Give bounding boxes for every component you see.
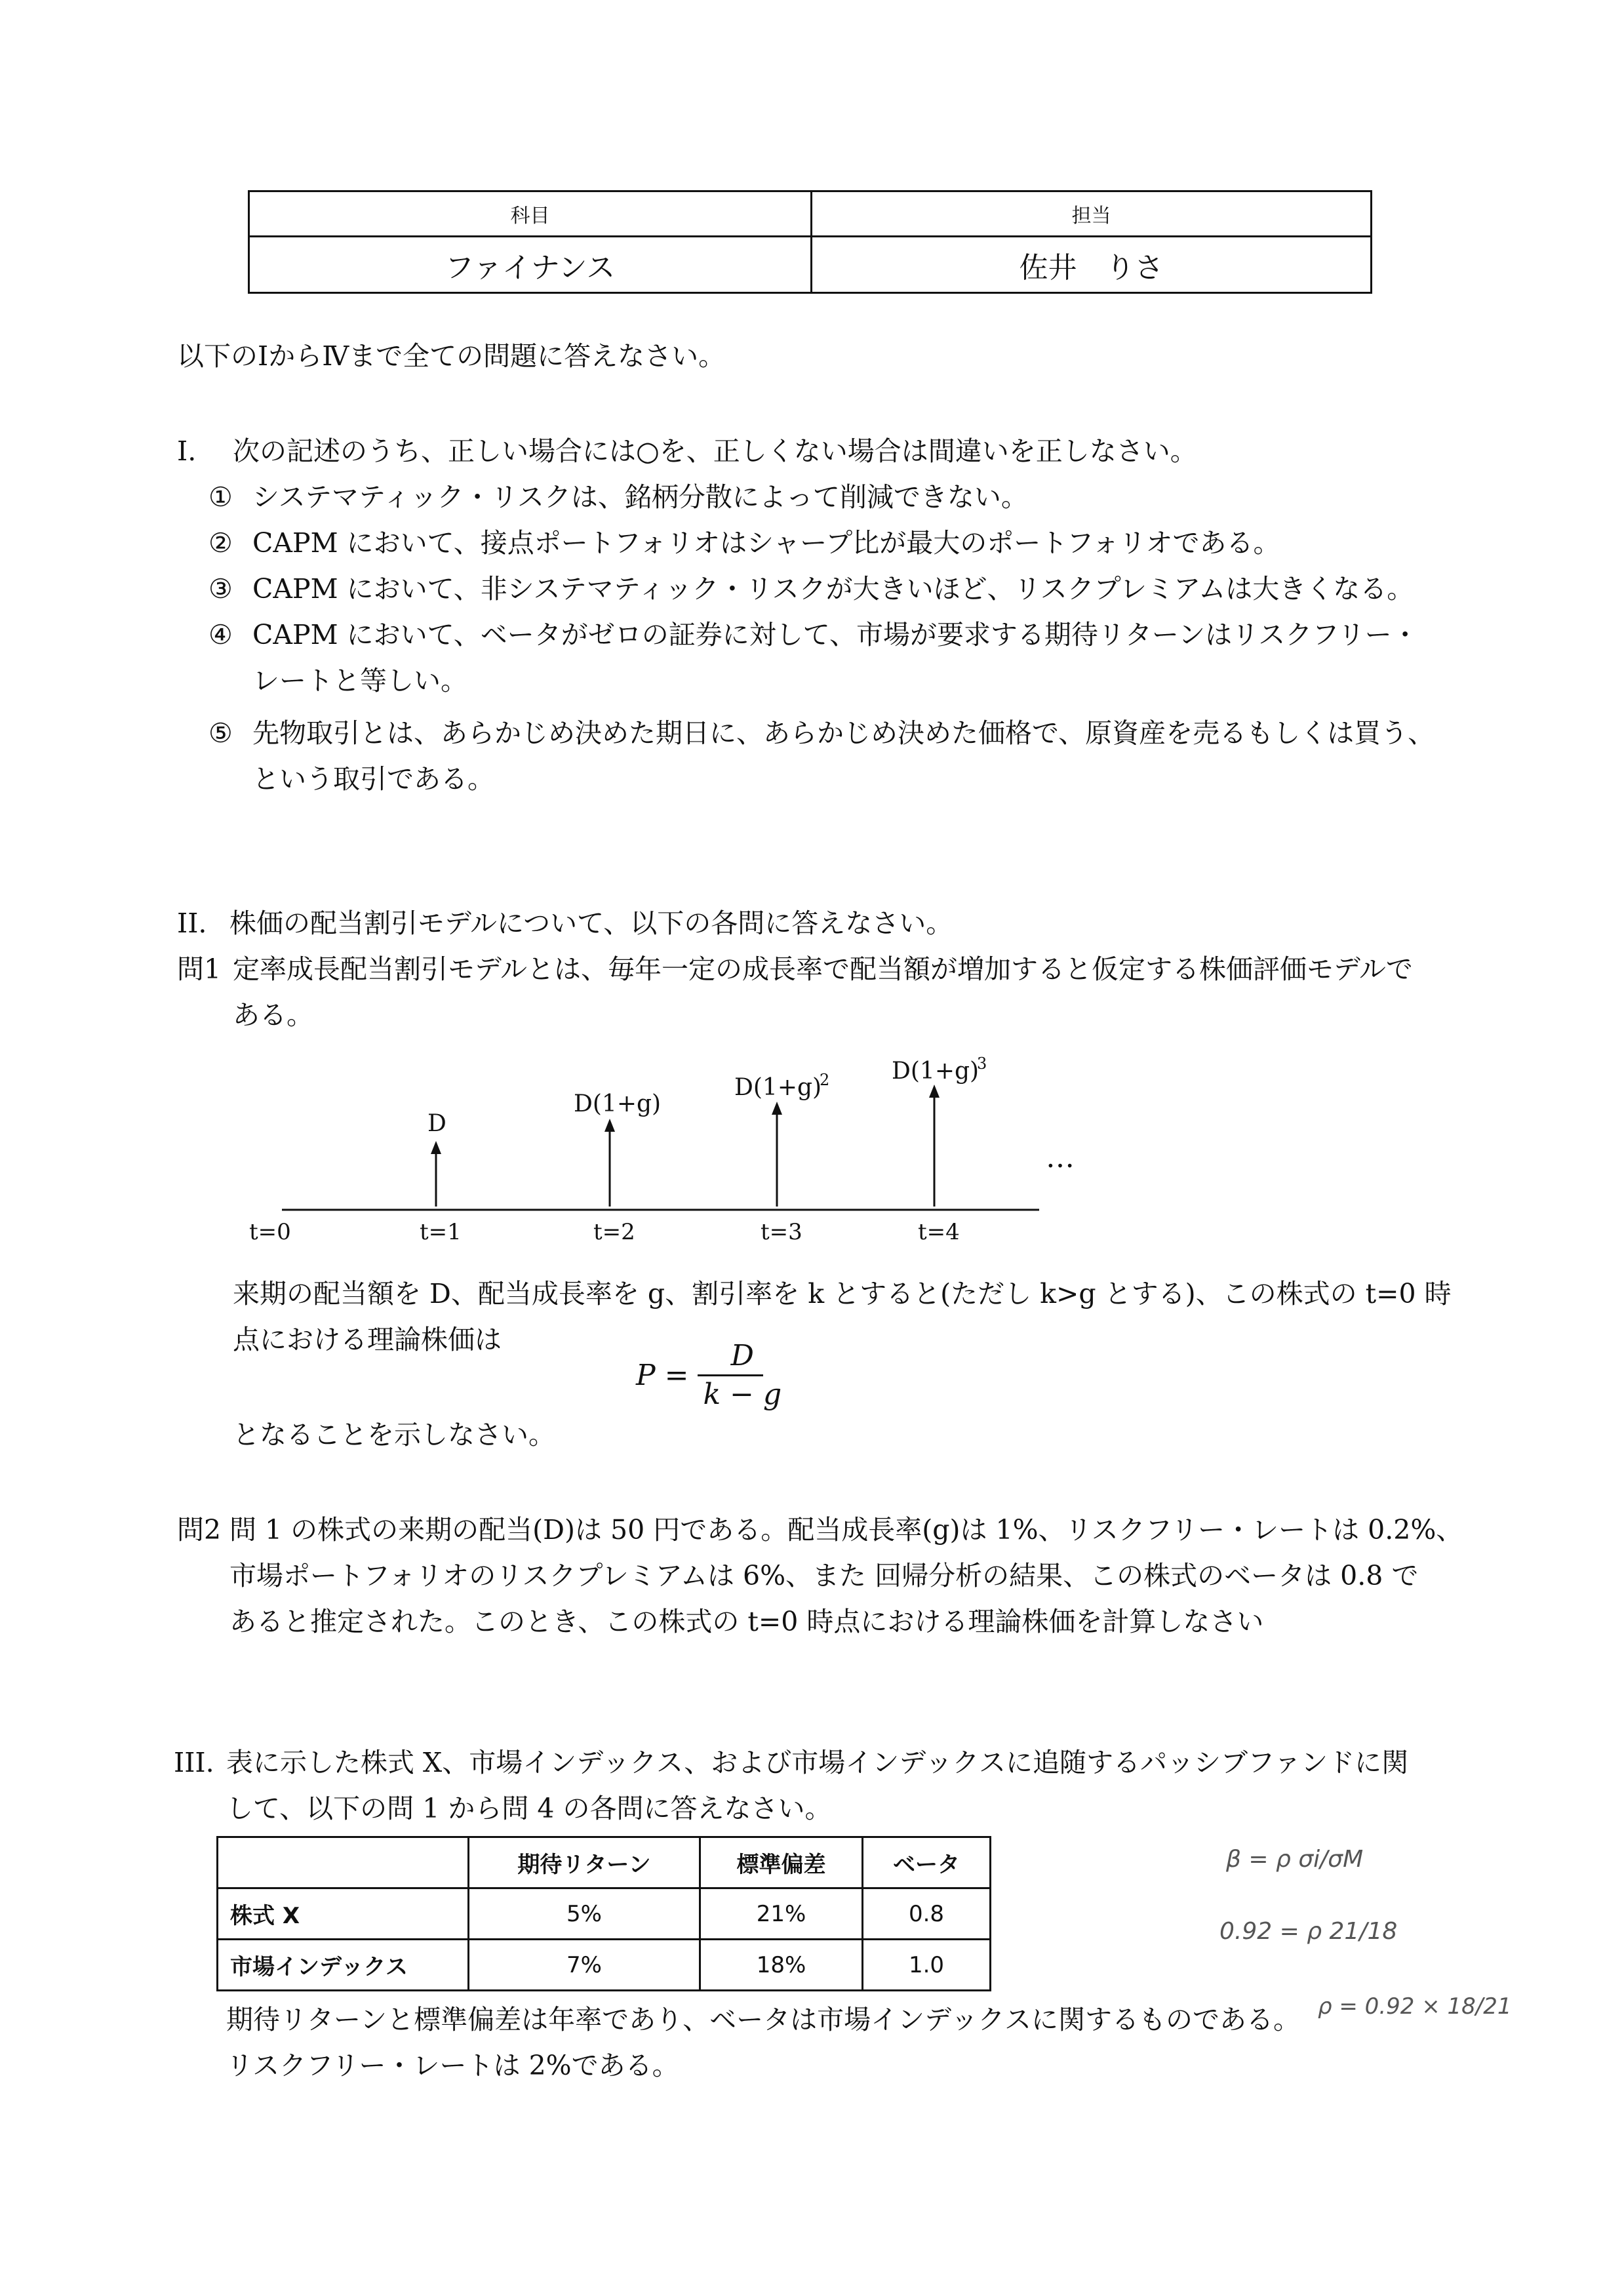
table-cell: 5% (469, 1888, 700, 1940)
formula-numerator: D (730, 1339, 754, 1372)
instructions: 以下のⅠからⅣまで全ての問題に答えなさい。 (177, 340, 726, 372)
dividend-exponent: 2 (820, 1071, 830, 1089)
section1-item-mark: ② (208, 527, 233, 559)
section1-item-text-continued: レートと等しい。 (252, 665, 467, 696)
q2-text-continued: あると推定された。このとき、この株式の t=0 時点における理論株価を計算しなさい (229, 1606, 1264, 1637)
formula-fraction (698, 1338, 787, 1413)
tick-label: t=4 (918, 1219, 960, 1245)
dividend-exponent: 3 (977, 1054, 987, 1073)
section1-item-mark: ③ (208, 573, 233, 605)
table-header-cell: 期待リターン (469, 1837, 700, 1888)
q2-text-continued: 市場ポートフォリオのリスクプレミアムは 6%、また 回帰分析の結果、この株式のベータは 0.8 で (229, 1560, 1419, 1591)
table-header-cell: ベータ (863, 1837, 991, 1888)
table-note-continued: リスクフリー・レートは 2%である。 (226, 2050, 679, 2081)
table-row-label: 株式 X (218, 1888, 469, 1940)
section1-item-mark: ④ (208, 619, 233, 650)
tick-label: t=1 (420, 1219, 462, 1245)
q1-label: 問1 (177, 953, 222, 985)
q1-text: 定率成長配当割引モデルとは、毎年一定の成長率で配当額が増加すると仮定する株価評価モデルで (233, 953, 1413, 985)
dividend-arrow-3 (772, 1102, 782, 1207)
dividend-label: D (427, 1110, 446, 1137)
table-row (218, 1940, 991, 1991)
q1-assumption-text-continued: 点における理論株価は (233, 1324, 502, 1355)
q1-conclusion: となることを示しなさい。 (233, 1419, 555, 1450)
table-row-label: 市場インデックス (218, 1940, 469, 1991)
table-row (218, 1888, 991, 1940)
formula-lhs: P = (636, 1358, 689, 1392)
instructor-label: 担当 (1071, 205, 1111, 228)
tick-label: t=0 (249, 1219, 291, 1245)
timeline-ellipsis: … (1046, 1141, 1075, 1174)
table-cell: 21% (700, 1888, 863, 1940)
section3-prompt: 表に示した株式 X、市場インデックス、および市場インデックスに追随するパッシブファンドに関 (226, 1747, 1409, 1778)
formula-denominator: k − g (703, 1378, 782, 1411)
section1-item-mark: ⑤ (208, 717, 233, 749)
q2-text: 問 1 の株式の来期の配当(D)は 50 円である。配当成長率(g)は 1%、リスクフリー・レートは 0.2%、 (229, 1514, 1463, 1546)
table-header-cell: 標準偏差 (700, 1837, 863, 1888)
section1-item-text-continued: という取引である。 (252, 763, 494, 795)
q2-label: 問2 (177, 1514, 222, 1546)
handwritten-note: ρ = 0.92 × 18/21 (1318, 1993, 1512, 2020)
dividend-arrow-1 (431, 1141, 441, 1207)
q1-text-continued: ある。 (233, 999, 313, 1031)
tick-label: t=3 (761, 1219, 802, 1245)
table-header-row (218, 1837, 991, 1888)
section1-number: I. (177, 435, 197, 467)
section1-item-text: CAPM において、ベータがゼロの証券に対して、市場が要求する期待リターンはリスクフリー・ (252, 619, 1419, 650)
handwritten-note: β = ρ σi/σM (1226, 1846, 1364, 1873)
table-cell: 1.0 (863, 1940, 991, 1991)
price-formula (636, 1338, 787, 1413)
dividend-arrow-2 (604, 1119, 615, 1207)
subject-value: ファイナンス (445, 250, 616, 285)
table-note: 期待リターンと標準偏差は年率であり、ベータは市場インデックスに関するものである。 (226, 2004, 1300, 2035)
header-table (248, 190, 1372, 294)
table-cell: 0.8 (863, 1888, 991, 1940)
section1-prompt: 次の記述のうち、正しい場合には○を、正しくない場合は間違いを正しなさい。 (233, 435, 1197, 467)
section1-item-text: CAPM において、非システマティック・リスクが大きいほど、リスクプレミアムは大きくなる。 (252, 573, 1414, 605)
section1-item-mark: ① (208, 481, 233, 513)
section2-prompt: 株価の配当割引モデルについて、以下の各問に答えなさい。 (229, 908, 953, 939)
dividend-label: D(1+g) (574, 1090, 662, 1117)
handwritten-note: 0.92 = ρ 21/18 (1219, 1918, 1398, 1945)
section1-item-text: システマティック・リスクは、銘柄分散によって削減できない。 (252, 481, 1028, 513)
section3-number: III. (174, 1747, 214, 1778)
dividend-label: D(1+g) (734, 1074, 822, 1101)
instructor-value: 佐井 りさ (1019, 250, 1164, 285)
section1-item-text: 先物取引とは、あらかじめ決めた期日に、あらかじめ決めた価格で、原資産を売るもしくは買う、 (252, 717, 1435, 749)
tick-label: t=2 (593, 1219, 635, 1245)
dividend-arrow-4 (929, 1085, 940, 1207)
section1-item-text: CAPM において、接点ポートフォリオはシャープ比が最大のポートフォリオである。 (252, 527, 1280, 559)
dividend-label: D(1+g) (892, 1058, 980, 1085)
table-header-cell (218, 1837, 469, 1888)
table-cell: 7% (469, 1940, 700, 1991)
table-cell: 18% (700, 1940, 863, 1991)
stock-data-table (216, 1836, 991, 1989)
dividend-timeline (236, 1049, 1115, 1259)
section2-number: II. (177, 908, 207, 939)
q1-assumption-text: 来期の配当額を D、配当成長率を g、割引率を k とすると(ただし k>g とする)、この株式の t=0 時 (233, 1278, 1452, 1309)
section3-prompt-continued: して、以下の問 1 から問 4 の各問に答えなさい。 (226, 1793, 832, 1824)
subject-label: 科目 (510, 205, 550, 228)
